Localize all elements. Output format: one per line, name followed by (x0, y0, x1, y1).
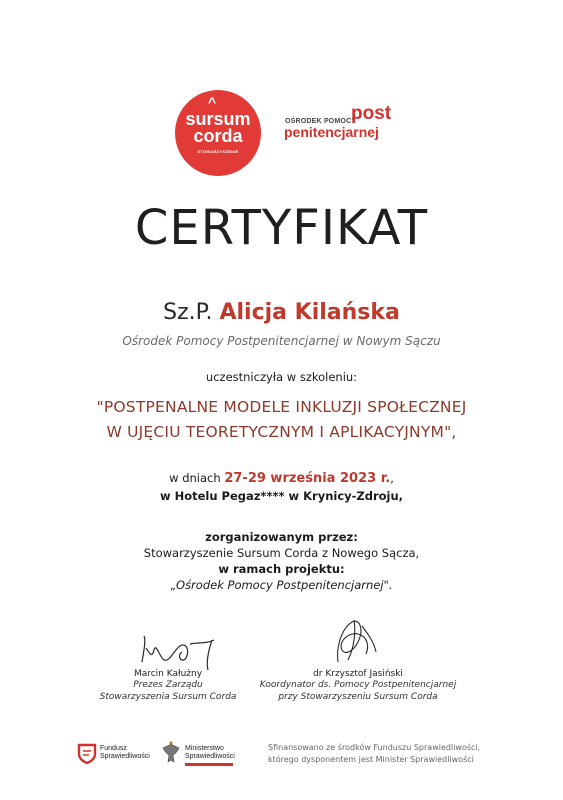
signature-left-role2: Stowarzyszenia Sursum Corda (99, 691, 237, 702)
location-line: w Hotelu Pegaz**** w Krynicy-Zdroju, (159, 489, 404, 503)
osrodek-logo-small: OŚRODEK POMOCY (285, 118, 357, 125)
ministerstwo-red-bar (185, 763, 233, 766)
signature-right-scribble (318, 612, 388, 672)
fundusz-logo-line2: Sprawiedliwości (100, 753, 150, 761)
sursum-corda-logo-word2: corda (193, 126, 243, 146)
signature-right-role2: przy Stowarzyszeniu Sursum Corda (278, 691, 438, 702)
certificate-title: CERTYFIKAT (134, 200, 429, 256)
organizer-name: Stowarzyszenie Sursum Corda z Nowego Sącza, (143, 546, 420, 560)
funding-note-line1: Sfinansowano ze środków Funduszu Sprawiedliwości, (268, 743, 481, 752)
fundusz-logo-text (100, 745, 150, 761)
eagle-emblem-icon (160, 740, 182, 766)
signature-right-role1: Koordynator ds. Pomocy Postpenitencjarnej (259, 680, 457, 691)
signature-left-role1: Prezes Zarządu (133, 680, 203, 691)
dates-line (0, 471, 563, 486)
osrodek-logo-post: post (351, 103, 392, 124)
course-title-line2: W UJĘCIU TEORETYCZNYM I APLIKACYJNYM", (106, 423, 457, 441)
signature-right (248, 669, 468, 703)
recipient-name: Alicja Kilańska (219, 300, 400, 325)
project-name: „Ośrodek Pomocy Postpenitencjarnej". (170, 578, 393, 592)
dates-value: 27-29 września 2023 r. (224, 471, 391, 486)
fundusz-shield-icon (76, 742, 98, 764)
dates-prefix: w dniach (169, 471, 221, 485)
signature-left-scribble (120, 628, 230, 673)
osrodek-logo-big: penitencjarnej (284, 124, 379, 140)
course-title-line1: "POSTPENALNE MODELE INKLUZJI SPOŁECZNEJ (96, 398, 467, 416)
dates-suffix: , (390, 471, 394, 485)
signature-left (88, 669, 248, 703)
ministerstwo-logo-line1: Ministerstwo (185, 745, 224, 752)
recipient-prefix: Sz.P. (163, 300, 213, 325)
funding-note-line2: którego dysponentem jest Minister Sprawiedliwości (268, 754, 474, 764)
fundusz-logo-line1: Fundusz (100, 745, 127, 752)
sursum-corda-logo-caret: ^ (208, 94, 217, 110)
sursum-corda-logo-word1: sursum (185, 109, 251, 129)
signature-left-name: Marcin Kałużny (133, 669, 203, 679)
ministerstwo-logo-line2: Sprawiedliwości (185, 753, 235, 761)
signature-right-name: dr Krzysztof Jasiński (313, 669, 403, 679)
ministerstwo-logo-text (185, 745, 235, 761)
sursum-corda-logo-subtitle: STOWARZYSZENIE (197, 149, 239, 154)
organizer-label: zorganizowanym przez: (205, 530, 358, 544)
participated-label: uczestniczyła w szkoleniu: (205, 370, 358, 384)
funding-note (268, 742, 493, 765)
recipient-organization: Ośrodek Pomocy Postpenitencjarnej w Nowym Sączu (122, 334, 441, 348)
recipient-line (0, 300, 563, 325)
project-label: w ramach projektu: (218, 562, 345, 576)
